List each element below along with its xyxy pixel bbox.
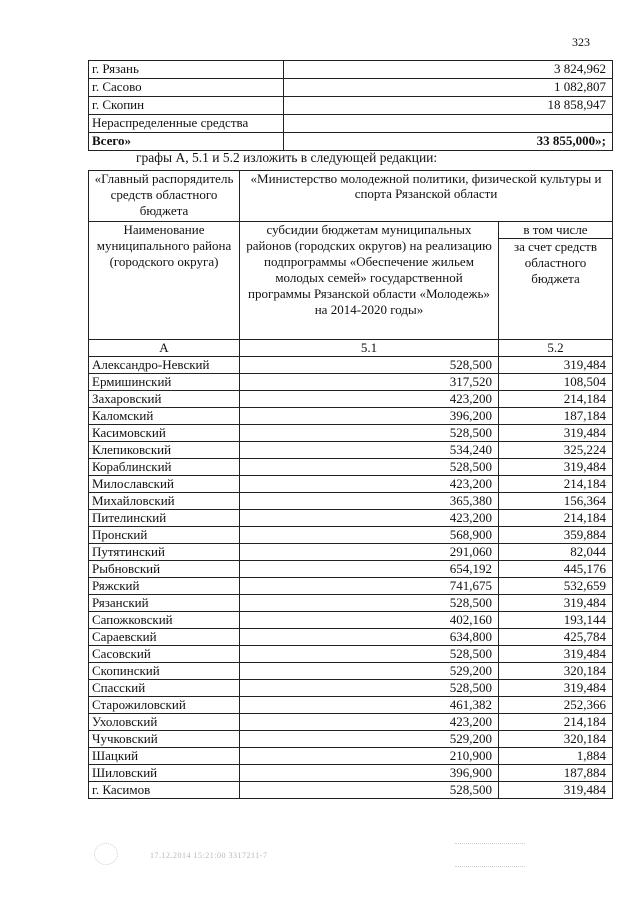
main-table <box>88 170 613 799</box>
footer-seal <box>455 843 525 867</box>
subsidy-value: 291,060 <box>240 544 499 561</box>
district-name: Захаровский <box>89 391 240 408</box>
col-51-code: 5.1 <box>240 340 499 357</box>
header-regional-label: за счет средств областного бюджета <box>499 239 613 340</box>
district-name: Ряжский <box>89 578 240 595</box>
regional-value: 319,484 <box>499 782 613 799</box>
subsidy-value: 423,200 <box>240 714 499 731</box>
subsidy-value: 528,500 <box>240 459 499 476</box>
district-row <box>89 459 613 476</box>
district-name: Скопинский <box>89 663 240 680</box>
regional-value: 319,484 <box>499 646 613 663</box>
district-name: Путятинский <box>89 544 240 561</box>
district-name: Спасский <box>89 680 240 697</box>
subsidy-value: 423,200 <box>240 510 499 527</box>
top-row-value: 33 855,000»; <box>284 133 613 151</box>
main-table-body <box>89 171 613 799</box>
regional-value: 214,184 <box>499 476 613 493</box>
header-including-label: в том числе <box>499 222 613 239</box>
district-name: Сапожковский <box>89 612 240 629</box>
district-row <box>89 493 613 510</box>
subsidy-value: 396,900 <box>240 765 499 782</box>
regional-value: 425,784 <box>499 629 613 646</box>
top-table-body <box>89 61 613 151</box>
subsidy-value: 210,900 <box>240 748 499 765</box>
top-row-name: г. Скопин <box>89 97 284 115</box>
subsidy-value: 528,500 <box>240 680 499 697</box>
footer-stamp-mark <box>94 843 118 865</box>
subsidy-value: 568,900 <box>240 527 499 544</box>
subsidy-value: 365,380 <box>240 493 499 510</box>
district-row <box>89 357 613 374</box>
district-row <box>89 714 613 731</box>
regional-value: 193,144 <box>499 612 613 629</box>
district-row <box>89 408 613 425</box>
district-row <box>89 561 613 578</box>
col-52-code: 5.2 <box>499 340 613 357</box>
subsidy-value: 528,500 <box>240 425 499 442</box>
subsidy-value: 402,160 <box>240 612 499 629</box>
top-table <box>88 60 613 151</box>
top-row-name: Всего» <box>89 133 284 151</box>
district-row <box>89 442 613 459</box>
district-name: Каломский <box>89 408 240 425</box>
district-row <box>89 510 613 527</box>
page-number: 323 <box>572 35 590 49</box>
district-name: Старожиловский <box>89 697 240 714</box>
regional-value: 320,184 <box>499 663 613 680</box>
district-name: г. Касимов <box>89 782 240 799</box>
top-table-row <box>89 115 613 133</box>
district-row <box>89 527 613 544</box>
regional-value: 319,484 <box>499 459 613 476</box>
top-row-name: г. Сасово <box>89 79 284 97</box>
top-row-name: Нераспределенные средства <box>89 115 284 133</box>
header-row-distributor <box>89 171 613 222</box>
regional-value: 320,184 <box>499 731 613 748</box>
district-name: Сараевский <box>89 629 240 646</box>
district-row <box>89 731 613 748</box>
district-name: Александро-Невский <box>89 357 240 374</box>
district-name: Шиловский <box>89 765 240 782</box>
regional-value: 319,484 <box>499 595 613 612</box>
district-name: Касимовский <box>89 425 240 442</box>
caption: графы А, 5.1 и 5.2 изложить в следующей редакции: <box>136 150 438 165</box>
district-row <box>89 663 613 680</box>
regional-value: 187,884 <box>499 765 613 782</box>
regional-value: 214,184 <box>499 714 613 731</box>
district-name: Шацкий <box>89 748 240 765</box>
regional-value: 187,184 <box>499 408 613 425</box>
district-name: Кораблинский <box>89 459 240 476</box>
top-row-name: г. Рязань <box>89 61 284 79</box>
regional-value: 445,176 <box>499 561 613 578</box>
district-row <box>89 612 613 629</box>
district-row <box>89 425 613 442</box>
subsidy-value: 461,382 <box>240 697 499 714</box>
header-row-names <box>89 222 613 239</box>
district-name: Ухоловский <box>89 714 240 731</box>
subsidy-value: 317,520 <box>240 374 499 391</box>
regional-value: 532,659 <box>499 578 613 595</box>
subsidy-value: 423,200 <box>240 476 499 493</box>
district-row <box>89 629 613 646</box>
header-distributor-label: «Главный распорядитель средств областного бюджета <box>89 171 240 222</box>
district-row <box>89 374 613 391</box>
top-row-value: 1 082,807 <box>284 79 613 97</box>
top-table-row <box>89 79 613 97</box>
district-row <box>89 697 613 714</box>
district-row <box>89 765 613 782</box>
district-name: Клепиковский <box>89 442 240 459</box>
regional-value: 108,504 <box>499 374 613 391</box>
district-name: Рыбновский <box>89 561 240 578</box>
subsidy-value: 396,200 <box>240 408 499 425</box>
district-row <box>89 646 613 663</box>
regional-value: 214,184 <box>499 391 613 408</box>
district-row <box>89 748 613 765</box>
district-name: Сасовский <box>89 646 240 663</box>
district-row <box>89 544 613 561</box>
footer-stamp-text: 17.12.2014 15:21:00 3317211-7 <box>150 851 268 860</box>
subsidy-value: 528,500 <box>240 646 499 663</box>
district-row <box>89 391 613 408</box>
top-row-value <box>284 115 613 133</box>
subsidy-value: 528,500 <box>240 595 499 612</box>
regional-value: 156,364 <box>499 493 613 510</box>
district-name: Пронский <box>89 527 240 544</box>
regional-value: 82,044 <box>499 544 613 561</box>
district-row <box>89 595 613 612</box>
top-row-value: 3 824,962 <box>284 61 613 79</box>
regional-value: 252,366 <box>499 697 613 714</box>
header-subsidy-label: субсидии бюджетам муниципальных районов (городских округов) на реализацию подпрограммы «Обеспечение жильем молодых семей» государственной программы Рязанской области «Молодежь» на 2014-2020 годы» <box>240 222 499 340</box>
header-ministry: «Министерство молодежной политики, физической культуры и спорта Рязанской области <box>240 171 613 222</box>
header-district-label: Наименование муниципального района (городского округа) <box>89 222 240 340</box>
district-row <box>89 680 613 697</box>
district-row <box>89 476 613 493</box>
district-name: Милославский <box>89 476 240 493</box>
district-name: Ермишинский <box>89 374 240 391</box>
subsidy-value: 528,500 <box>240 357 499 374</box>
top-table-row <box>89 61 613 79</box>
district-name: Пителинский <box>89 510 240 527</box>
subsidy-value: 634,800 <box>240 629 499 646</box>
subsidy-value: 529,200 <box>240 731 499 748</box>
col-a-code: А <box>89 340 240 357</box>
regional-value: 319,484 <box>499 680 613 697</box>
subsidy-value: 534,240 <box>240 442 499 459</box>
regional-value: 1,884 <box>499 748 613 765</box>
top-table-row <box>89 133 613 151</box>
subsidy-value: 423,200 <box>240 391 499 408</box>
top-table-row <box>89 97 613 115</box>
subsidy-value: 741,675 <box>240 578 499 595</box>
subsidy-value: 528,500 <box>240 782 499 799</box>
regional-value: 214,184 <box>499 510 613 527</box>
regional-value: 319,484 <box>499 425 613 442</box>
district-name: Чучковский <box>89 731 240 748</box>
district-name: Рязанский <box>89 595 240 612</box>
top-row-value: 18 858,947 <box>284 97 613 115</box>
regional-value: 319,484 <box>499 357 613 374</box>
regional-value: 359,884 <box>499 527 613 544</box>
header-row-codes <box>89 340 613 357</box>
district-row <box>89 578 613 595</box>
regional-value: 325,224 <box>499 442 613 459</box>
subsidy-value: 654,192 <box>240 561 499 578</box>
district-row <box>89 782 613 799</box>
district-name: Михайловский <box>89 493 240 510</box>
subsidy-value: 529,200 <box>240 663 499 680</box>
